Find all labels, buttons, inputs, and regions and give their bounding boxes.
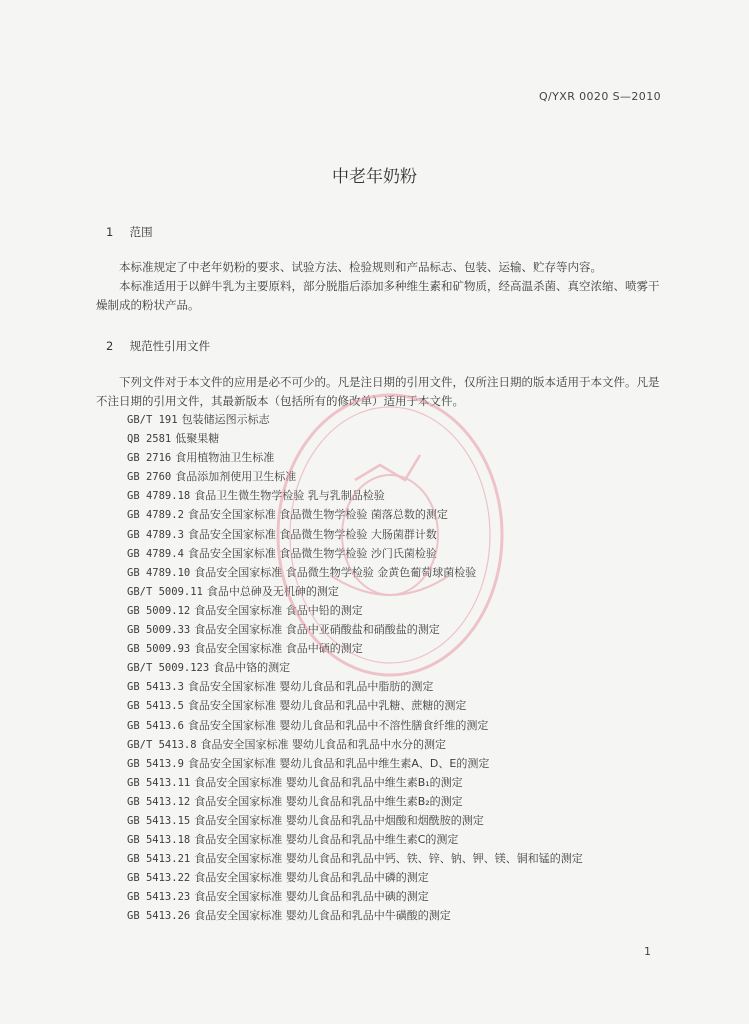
reference-code: GB 5413.26 — [127, 910, 191, 923]
section-heading-normative-references — [106, 338, 210, 354]
reference-name: 食品安全国家标准 食品微生物学检验 菌落总数的测定 — [187, 508, 448, 522]
reference-code: GB 5413.9 — [127, 757, 184, 770]
reference-item — [127, 831, 583, 850]
reference-name: 低聚果糖 — [175, 432, 220, 446]
reference-item — [127, 564, 583, 583]
reference-name: 食品安全国家标准 婴幼儿食品和乳品中磷的测定 — [194, 871, 429, 885]
reference-item — [127, 506, 583, 525]
reference-item — [127, 888, 583, 907]
reference-code: GB 5413.22 — [127, 872, 191, 885]
reference-code: GB/T 5009.123 — [127, 662, 210, 675]
reference-item — [127, 640, 583, 659]
reference-item — [127, 717, 583, 736]
references-intro — [96, 373, 666, 411]
document-title: 中老年奶粉 — [332, 167, 417, 187]
reference-item — [127, 621, 583, 640]
reference-item — [127, 602, 583, 621]
reference-name: 食品中铬的测定 — [213, 661, 291, 675]
reference-item — [127, 430, 583, 449]
reference-name: 食品安全国家标准 婴幼儿食品和乳品中烟酸和烟酰胺的测定 — [194, 813, 484, 827]
reference-name: 食品安全国家标准 食品中铅的测定 — [194, 603, 363, 617]
section-heading-scope — [106, 224, 153, 240]
reference-name: 食品安全国家标准 食品中亚硝酸盐和硝酸盐的测定 — [194, 623, 440, 637]
reference-code: GB/T 191 — [127, 414, 178, 426]
standard-code: Q/YXR 0020 S—2010 — [538, 90, 661, 103]
reference-item — [127, 678, 583, 697]
paragraph: 本标准适用于以鲜牛乳为主要原料，部分脱脂后添加多种维生素和矿物质，经高温杀菌、真空浓缩、喷雾干燥制成的粉状产品。 — [96, 279, 660, 312]
reference-name: 食品安全国家标准 婴幼儿食品和乳品中牛磺酸的测定 — [194, 909, 451, 923]
reference-code: GB 5413.23 — [127, 891, 191, 904]
section-number: 2 — [106, 339, 114, 353]
reference-item — [127, 774, 583, 793]
reference-code: GB/T 5413.8 — [127, 738, 197, 751]
reference-item — [127, 793, 583, 812]
reference-code: GB 2760 — [127, 471, 172, 484]
section-title: 范围 — [129, 225, 153, 239]
reference-code: GB 4789.3 — [127, 528, 184, 541]
reference-code: GB 5413.3 — [127, 681, 184, 694]
reference-name: 食品安全国家标准 婴幼儿食品和乳品中维生素A、D、E的测定 — [187, 756, 490, 770]
reference-item — [127, 526, 583, 545]
reference-name: 食品中总砷及无机砷的测定 — [206, 584, 339, 598]
reference-name: 食品安全国家标准 食品微生物学检验 大肠菌群计数 — [187, 527, 437, 541]
reference-code: GB 5413.21 — [127, 853, 191, 866]
reference-name: 食品添加剂使用卫生标准 — [175, 470, 297, 484]
reference-item — [127, 697, 583, 716]
reference-name: 食品安全国家标准 食品微生物学检验 金黄色葡萄球菌检验 — [194, 565, 477, 579]
reference-item — [127, 449, 583, 468]
reference-code: GB 4789.2 — [127, 509, 184, 522]
reference-name: 食品安全国家标准 食品中硒的测定 — [194, 642, 363, 656]
scope-text — [96, 258, 666, 315]
reference-item — [127, 468, 583, 487]
reference-name: 食品安全国家标准 食品微生物学检验 沙门氏菌检验 — [187, 546, 437, 560]
reference-name: 食品安全国家标准 婴幼儿食品和乳品中维生素B₂的测定 — [194, 794, 463, 808]
reference-code: GB 5413.11 — [127, 776, 191, 789]
reference-item — [127, 545, 583, 564]
reference-item — [127, 850, 583, 869]
reference-name: 食品卫生微生物学检验 乳与乳制品检验 — [194, 489, 385, 503]
reference-code: GB 4789.4 — [127, 547, 184, 560]
section-number: 1 — [106, 225, 114, 239]
reference-name: 食品安全国家标准 婴幼儿食品和乳品中维生素B₁的测定 — [194, 775, 463, 789]
reference-code: GB 2716 — [127, 452, 172, 465]
reference-code: GB 4789.18 — [127, 490, 191, 503]
reference-name: 包装储运图示标志 — [181, 413, 270, 426]
reference-list — [127, 411, 583, 927]
reference-item — [127, 812, 583, 831]
reference-name: 食品安全国家标准 婴幼儿食品和乳品中碘的测定 — [194, 890, 429, 904]
reference-code: QB 2581 — [127, 433, 172, 446]
page-number: 1 — [644, 945, 651, 958]
reference-item — [127, 736, 583, 755]
reference-name: 食品安全国家标准 婴幼儿食品和乳品中不溶性膳食纤维的测定 — [187, 718, 489, 732]
reference-item — [127, 411, 583, 430]
reference-name: 食品安全国家标准 婴幼儿食品和乳品中维生素C的测定 — [194, 833, 459, 847]
reference-code: GB 5009.93 — [127, 643, 191, 656]
reference-code: GB 5413.15 — [127, 814, 191, 827]
reference-item — [127, 659, 583, 678]
reference-code: GB 5009.12 — [127, 604, 191, 617]
reference-item — [127, 907, 583, 926]
reference-item — [127, 487, 583, 506]
reference-code: GB 5009.33 — [127, 624, 191, 637]
reference-name: 食品安全国家标准 婴幼儿食品和乳品中脂肪的测定 — [187, 680, 434, 694]
reference-name: 食品安全国家标准 婴幼儿食品和乳品中乳糖、蔗糖的测定 — [187, 699, 467, 713]
reference-item — [127, 583, 583, 602]
reference-code: GB/T 5009.11 — [127, 585, 203, 598]
paragraph: 本标准规定了中老年奶粉的要求、试验方法、检验规则和产品标志、包装、运输、贮存等内容。 — [119, 260, 602, 274]
reference-code: GB 5413.18 — [127, 834, 191, 847]
reference-code: GB 5413.12 — [127, 795, 191, 808]
paragraph: 下列文件对于本文件的应用是必不可少的。凡是注日期的引用文件，仅所注日期的版本适用于本文件。凡是不注日期的引用文件，其最新版本（包括所有的修改单）适用于本文件。 — [96, 375, 660, 408]
reference-name: 食用植物油卫生标准 — [175, 451, 275, 465]
section-title: 规范性引用文件 — [129, 339, 211, 353]
reference-item — [127, 755, 583, 774]
reference-code: GB 5413.6 — [127, 719, 184, 732]
reference-code: GB 4789.10 — [127, 566, 191, 579]
reference-name: 食品安全国家标准 婴幼儿食品和乳品中水分的测定 — [200, 737, 447, 751]
reference-item — [127, 869, 583, 888]
reference-code: GB 5413.5 — [127, 700, 184, 713]
reference-name: 食品安全国家标准 婴幼儿食品和乳品中钙、铁、锌、钠、钾、镁、铜和锰的测定 — [194, 852, 583, 866]
